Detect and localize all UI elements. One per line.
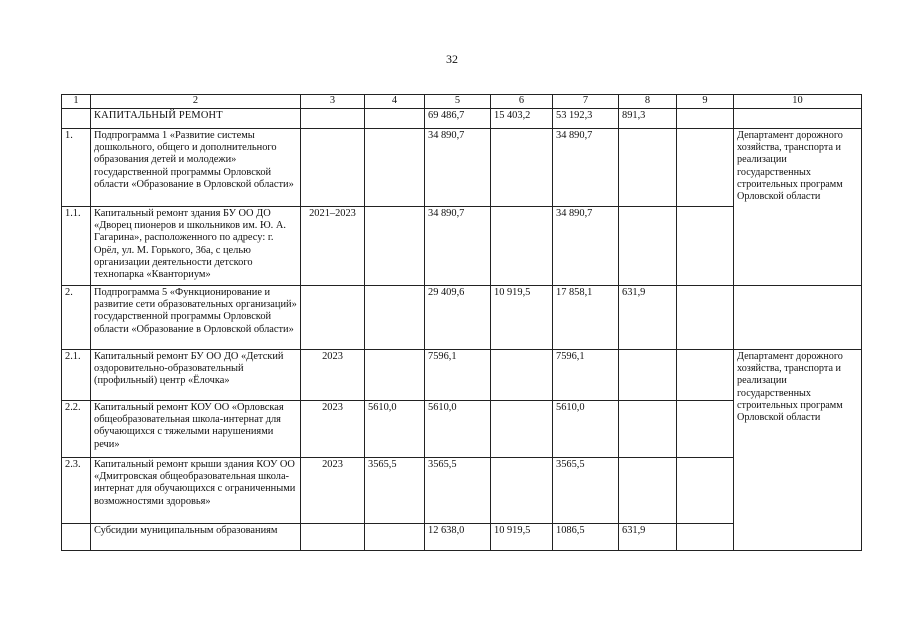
row-col-7: 34 890,7 [553, 207, 619, 286]
row-col-6: 10 919,5 [491, 286, 553, 350]
header-col-1: 1 [62, 95, 91, 109]
header-col-9: 9 [677, 95, 734, 109]
row-name: Капитальный ремонт КОУ ОО «Орловская общеобразовательная школа-интернат для обучающихся с тяжелыми нарушениями речи» [91, 401, 301, 458]
row-years: 2023 [301, 458, 365, 524]
row-years [301, 286, 365, 350]
row-col-5: 7596,1 [425, 350, 491, 401]
row-col-4 [365, 350, 425, 401]
row-col-4 [365, 524, 425, 551]
row-col-4 [365, 207, 425, 286]
row-years: 2021–2023 [301, 207, 365, 286]
row-number: 2.3. [62, 458, 91, 524]
row-name: КАПИТАЛЬНЫЙ РЕМОНТ [91, 109, 301, 129]
header-col-8: 8 [619, 95, 677, 109]
row-col-7: 7596,1 [553, 350, 619, 401]
table-row [62, 129, 862, 207]
row-col-5: 34 890,7 [425, 129, 491, 207]
row-col-6 [491, 350, 553, 401]
row-col-7: 34 890,7 [553, 129, 619, 207]
header-col-6: 6 [491, 95, 553, 109]
row-col-5: 34 890,7 [425, 207, 491, 286]
row-number [62, 109, 91, 129]
row-col-7: 1086,5 [553, 524, 619, 551]
row-col-9 [677, 350, 734, 401]
row-years [301, 129, 365, 207]
row-col-8: 891,3 [619, 109, 677, 129]
row-col-7: 17 858,1 [553, 286, 619, 350]
row-col-4 [365, 129, 425, 207]
header-col-10: 10 [734, 95, 862, 109]
row-col-8: 631,9 [619, 524, 677, 551]
row-number: 1. [62, 129, 91, 207]
row-col-9 [677, 524, 734, 551]
row-name: Капитальный ремонт здания БУ ОО ДО «Дворец пионеров и школьников им. Ю. А. Гагарина», расположенного по адресу: г. Орёл, ул. М. Горького, 36а, с целью организации деятельности детского технопарка «Кванториум» [91, 207, 301, 286]
row-col-8 [619, 129, 677, 207]
row-col-5: 3565,5 [425, 458, 491, 524]
row-col-5: 69 486,7 [425, 109, 491, 129]
row-col-7: 5610,0 [553, 401, 619, 458]
row-col-9 [677, 129, 734, 207]
page-number: 32 [446, 52, 458, 66]
row-col-9 [677, 286, 734, 350]
row-col-4 [365, 286, 425, 350]
row-col-10 [734, 109, 862, 129]
row-col-8 [619, 350, 677, 401]
table-row [62, 350, 862, 401]
row-number: 1.1. [62, 207, 91, 286]
row-years: 2023 [301, 350, 365, 401]
row-col-7: 53 192,3 [553, 109, 619, 129]
header-col-2: 2 [91, 95, 301, 109]
row-col-4 [365, 109, 425, 129]
row-number [62, 524, 91, 551]
responsible-department: Департамент дорожного хозяйства, транспорта и реализации государственных строительных программ Орловской области [734, 350, 862, 551]
row-col-10 [734, 286, 862, 350]
row-years [301, 524, 365, 551]
row-col-4: 3565,5 [365, 458, 425, 524]
row-col-9 [677, 401, 734, 458]
row-col-8 [619, 458, 677, 524]
row-col-8 [619, 401, 677, 458]
row-name: Капитальный ремонт крыши здания КОУ ОО «Дмитровская общеобразовательная школа-интернат для обучающихся с ограниченными возможностями здоровья» [91, 458, 301, 524]
header-col-5: 5 [425, 95, 491, 109]
row-name: Подпрограмма 5 «Функционирование и развитие сети образовательных организаций» государственной программы Орловской области «Образование в Орловской области» [91, 286, 301, 350]
row-col-6 [491, 129, 553, 207]
row-number: 2.1. [62, 350, 91, 401]
header-row [62, 95, 862, 109]
row-col-6: 10 919,5 [491, 524, 553, 551]
capital-repair-table [61, 94, 862, 551]
row-col-6: 15 403,2 [491, 109, 553, 129]
row-name: Капитальный ремонт БУ ОО ДО «Детский оздоровительно-образовательный (профильный) центр «Ёлочка» [91, 350, 301, 401]
row-col-5: 12 638,0 [425, 524, 491, 551]
row-number: 2. [62, 286, 91, 350]
row-col-9 [677, 458, 734, 524]
row-col-6 [491, 401, 553, 458]
row-col-9 [677, 109, 734, 129]
row-col-7: 3565,5 [553, 458, 619, 524]
row-years [301, 109, 365, 129]
table-row [62, 286, 862, 350]
row-name: Субсидии муниципальным образованиям [91, 524, 301, 551]
header-col-3: 3 [301, 95, 365, 109]
row-col-8 [619, 207, 677, 286]
row-col-9 [677, 207, 734, 286]
row-col-5: 29 409,6 [425, 286, 491, 350]
responsible-department: Департамент дорожного хозяйства, транспорта и реализации государственных строительных программ Орловской области [734, 129, 862, 286]
row-col-4: 5610,0 [365, 401, 425, 458]
row-number: 2.2. [62, 401, 91, 458]
row-col-6 [491, 458, 553, 524]
header-col-4: 4 [365, 95, 425, 109]
header-col-7: 7 [553, 95, 619, 109]
row-col-8: 631,9 [619, 286, 677, 350]
row-name: Подпрограмма 1 «Развитие системы дошкольного, общего и дополнительного образования детей и молодежи» государственной программы Орловской области «Образование в Орловской области» [91, 129, 301, 207]
row-col-5: 5610,0 [425, 401, 491, 458]
row-years: 2023 [301, 401, 365, 458]
table-row [62, 109, 862, 129]
row-col-6 [491, 207, 553, 286]
